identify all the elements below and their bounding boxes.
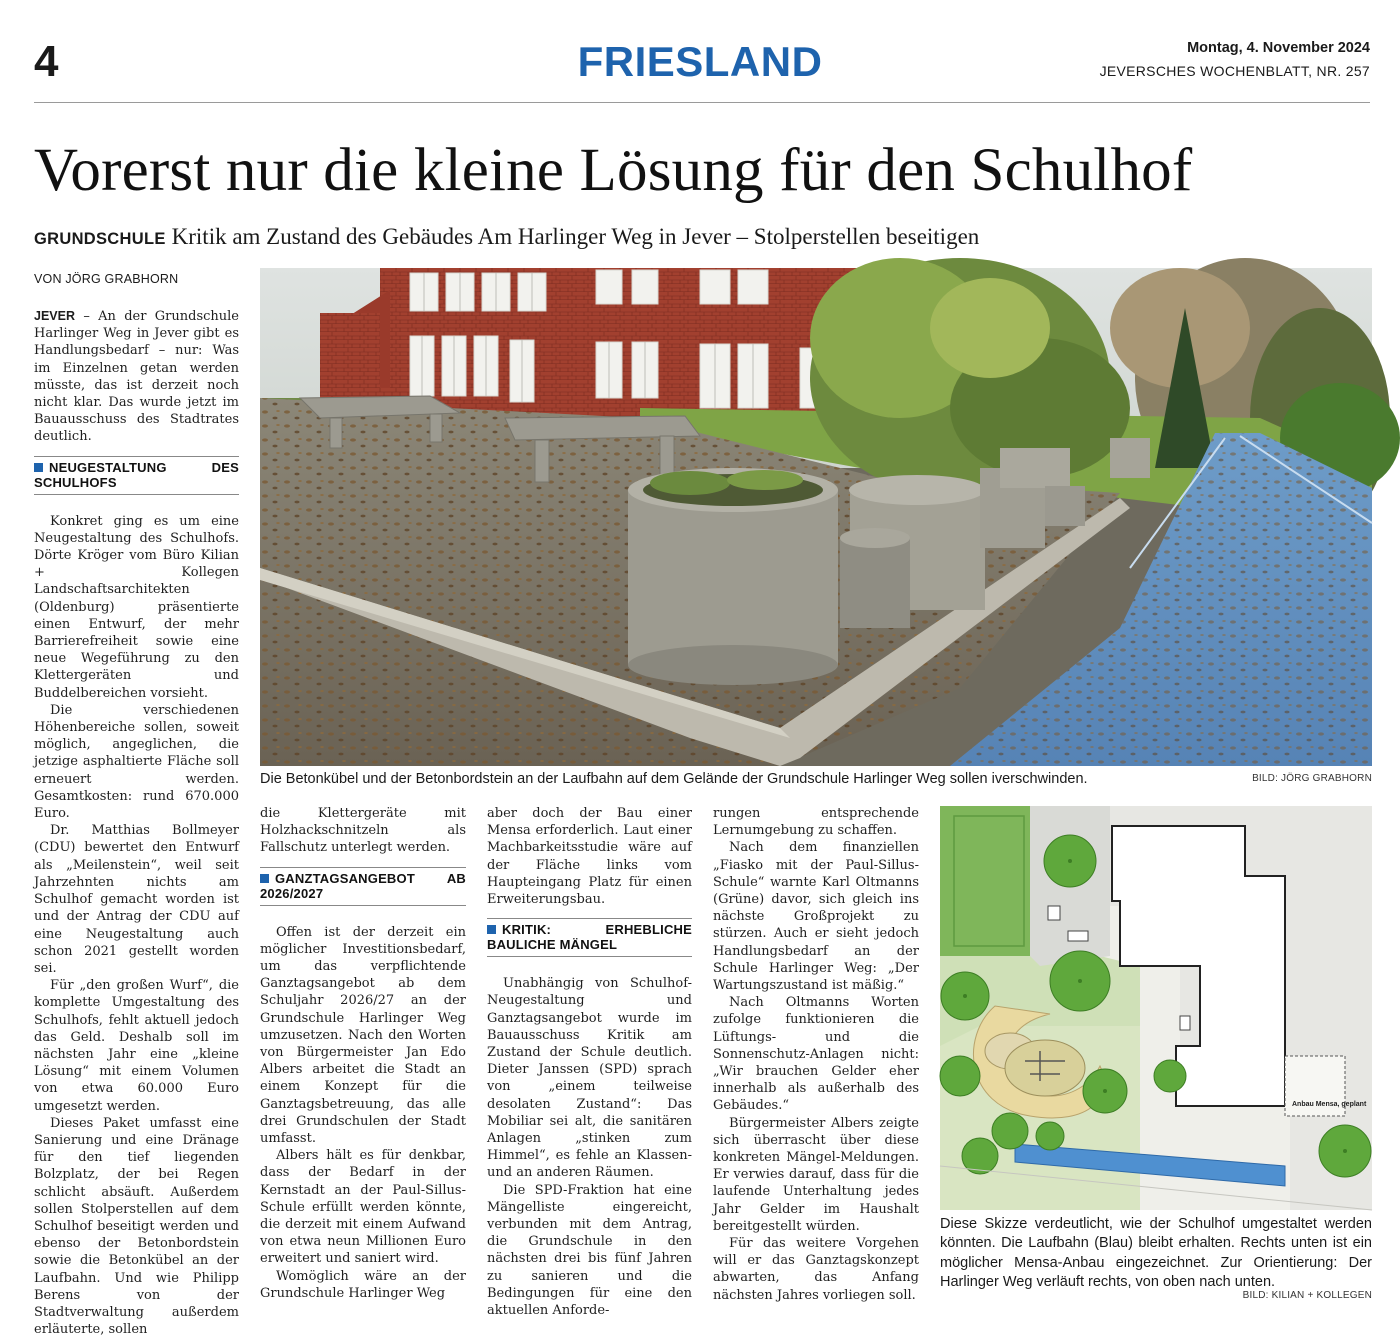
- paragraph: Nach dem finanziellen „Fiasko mit der Paul-Sillus-Schule“ warnte Karl Oltmanns (Grüne) davor, sich gleich ins nächste Großprojekt zu stürzen. Auch er sieht jedoch Handlungsbedarf an der Schule Harlinger Weg: „Der Wartungszustand ist mäßig.“: [713, 840, 919, 994]
- issue-date: Montag, 4. November 2024: [1187, 40, 1370, 56]
- paragraph: Für das weitere Vorgehen will er das Ganztagskonzept abwarten, das Anfang nächsten Jahres vorliegen soll.: [713, 1236, 919, 1303]
- paragraph: Dr. Matthias Bollmeyer (CDU) bewertet den Entwurf als „Meilenstein“, weil seit Jahrzehnten nichts am Schulhof gemacht worden ist und der Antrag der CDU auf eine Neugestaltung auch schon 2021 gestellt worden sei.: [34, 823, 239, 976]
- section-heading-text: NEUGESTALTUNG DES SCHULHOFS: [34, 459, 239, 490]
- page-number: 4: [34, 37, 59, 86]
- newspaper-name: JEVERSCHES WOCHENBLATT, NR. 257: [1099, 63, 1370, 79]
- kicker: GRUNDSCHULE: [34, 230, 166, 248]
- article-subheadline: [34, 222, 979, 254]
- article-column-2: [260, 805, 466, 1302]
- paragraph: Womöglich wäre an der Grundschule Harlinger Weg: [260, 1268, 466, 1301]
- schoolyard-plan-sketch: [940, 806, 1372, 1210]
- dateline-location: JEVER: [34, 309, 75, 323]
- square-bullet-icon: [487, 925, 496, 934]
- schoolyard-photo-illustration: [260, 268, 1372, 766]
- paragraph: Bürgermeister Albers zeigte sich überrascht über diese konkreten Mängel-Meldungen. Er verwies darauf, dass für die laufende Unterhaltung jedes Jahr Gelder im Haushalt bereitgestellt würden.: [713, 1115, 919, 1234]
- paragraph: rungen entsprechende Lernumgebung zu schaffen.: [713, 806, 919, 839]
- paragraph: Dieses Paket umfasst eine Sanierung und eine Dränage für den tief liegenden Bolzplatz, der bei Regen schlicht absäuft. Außerdem sollen Stolperstellen auf dem Schulhof beseitigt werden und ebenso der Betonbordstein sowie die Betonkübel an der Laufbahn. Und wie Philipp Berens von der Stadtverwaltung außerdem erläuterte, sollen: [34, 1115, 239, 1338]
- paragraph: Für „den großen Wurf“, die komplette Umgestaltung des Schulhofs, fehlt aktuell jedoch das Geld. Deshalb soll im nächsten Jahr eine „kleine Lösung“ mit einem Volumen von etwa 60.000 Euro umgesetzt werden.: [34, 978, 239, 1114]
- article-column-1: [34, 308, 239, 1338]
- article-column-3: [487, 805, 692, 1319]
- paragraph: Konkret ging es um eine Neugestaltung des Schulhofs. Dörte Kröger vom Büro Kilian + Kollegen Landschaftsarchitekten (Oldenburg) präsentierte einen Entwurf, der mehr Barrierefreiheit sowie eine neue Wegeführung zu den Klettergeräten und Buddelbereichen vorsieht.: [34, 513, 239, 701]
- photo-credit: BILD: JÖRG GRABHORN: [1252, 773, 1372, 784]
- lead-text: – An der Grundschule Harlinger Weg in Jever gibt es Handlungsbedarf – nur: Was im Einzelnen getan werden müsste, das ist derzeit noch nicht klar. Das wurde jetzt im Bauausschuss des Stadtrates deutlich.: [34, 309, 239, 445]
- square-bullet-icon: [260, 874, 269, 883]
- paragraph: Die SPD-Fraktion hat eine Mängelliste eingereicht, verbunden mit dem Antrag, die Grundschule in den nächsten drei bis fünf Jahren zu sanieren und die Bedingungen für eine den aktuellen Anforde-: [487, 1182, 692, 1319]
- section-heading-text: GANZTAGSANGEBOT AB 2026/2027: [260, 870, 466, 901]
- paragraph: aber doch der Bau einer Mensa erforderlich. Laut einer Machbarkeitsstudie wäre auf der Fläche links vom Haupteingang Platz für einen Erweiterungsbau.: [487, 806, 692, 908]
- byline: VON JÖRG GRABHORN: [34, 272, 179, 286]
- lead-paragraph: [34, 308, 239, 446]
- schoolyard-photo: [260, 268, 1372, 766]
- paragraph: Nach Oltmanns Worten zufolge funktionieren die Lüftungs- und die Sonnenschutz-Anlagen nicht: „Wir brauchen Gelder eher innerhalb als außerhalb des Gebäudes.“: [713, 995, 919, 1114]
- photo-caption: Die Betonkübel und der Betonbordstein an der Laufbahn auf dem Gelände der Grundschule Harlinger Weg sollen iverschwinden.: [260, 771, 1088, 787]
- section-heading: [487, 918, 692, 957]
- plan-illustration: [940, 806, 1372, 1210]
- section-heading: [260, 867, 466, 906]
- square-bullet-icon: [34, 463, 43, 472]
- paragraph: Die verschiedenen Höhenbereiche sollen, soweit möglich, angeglichen, die jetzige asphaltierte Fläche soll erneuert werden. Gesamtkosten: rund 670.000 Euro.: [34, 702, 239, 822]
- subheadline-text: Kritik am Zustand des Gebäudes Am Harlinger Weg in Jever – Stolperstellen beseitigen: [171, 224, 980, 249]
- paragraph: Offen ist der derzeit ein möglicher Investitionsbedarf, um das verpflichtende Ganztagsangebot ab dem Schuljahr 2026/27 an der Grundschule Harlinger Weg umzusetzen. Nach den Worten von Bürgermeister Jan Edo Albers arbeitet die Stadt an einem Konzept für die Ganztagsbetreuung, das alle drei Grundschulen der Stadt umfasst.: [260, 924, 466, 1147]
- section-heading: [34, 456, 239, 495]
- header-divider: [34, 102, 1370, 103]
- article-column-4: [713, 805, 919, 1304]
- plan-caption: Diese Skizze verdeutlicht, wie der Schulhof umgestaltet werden könnten. Die Laufbahn (Blau) bleibt erhalten. Rechts unten ist ein möglicher Mensa-Anbau eingezeichnet. Zur Orientierung: Der Harlinger Weg verläuft rechts, von oben nach unten.: [940, 1216, 1372, 1291]
- plan-credit: BILD: KILIAN + KOLLEGEN: [1242, 1290, 1372, 1301]
- article-headline: Vorerst nur die kleine Lösung für den Schulhof: [34, 137, 1193, 204]
- paragraph: Unabhängig von Schulhof-Neugestaltung und Ganztagsangebot wurde im Bauausschuss Kritik am Zustand der Schule deutlich. Dieter Janssen (SPD) sprach von „einem teilweise desolaten Zustand“: Das Mobiliar sei alt, die sanitären Anlagen „stinken zum Himmel“, es fehle an Klassen- und an anderen Räumen.: [487, 976, 692, 1181]
- section-title: FRIESLAND: [577, 38, 823, 85]
- paragraph: Albers hält es für denkbar, dass der Bedarf in der Kernstadt an der Paul-Sillus-Schule erfüllt werden könnte, die derzeit mit einem Aufwand von etwa neun Millionen Euro erweitert und saniert wird.: [260, 1148, 466, 1267]
- paragraph: die Klettergeräte mit Holzhackschnitzeln als Fallschutz unterlegt werden.: [260, 806, 466, 856]
- plan-label-mensa: Anbau Mensa, geplant: [1292, 1101, 1367, 1108]
- section-heading-text: KRITIK: ERHEBLICHE BAULICHE MÄNGEL: [487, 922, 692, 953]
